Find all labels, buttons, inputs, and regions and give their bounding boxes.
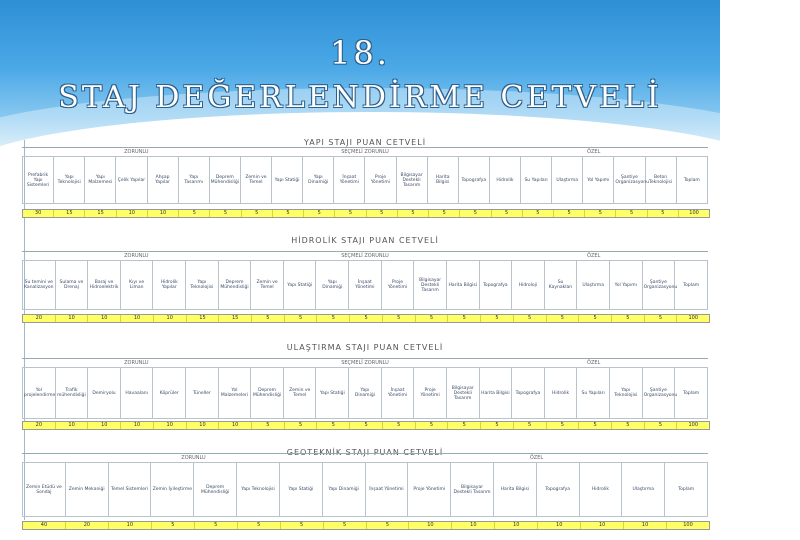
score-value: 100 xyxy=(666,522,709,529)
column-header: Yapı Teknolojisi xyxy=(609,368,642,419)
column-header: Temel Sistemleri xyxy=(108,463,151,517)
score-values-row xyxy=(22,421,710,430)
score-value: 5 xyxy=(644,315,677,322)
score-value: 5 xyxy=(251,422,284,429)
column-header: Yapı Dinamiği xyxy=(303,157,334,204)
score-value: 5 xyxy=(366,210,397,217)
category-label: ÖZEL xyxy=(587,149,601,155)
column-header: Topografya xyxy=(536,463,579,517)
score-value: 5 xyxy=(480,315,513,322)
score-value: 5 xyxy=(513,422,546,429)
score-value: 10 xyxy=(494,522,537,529)
score-value: 5 xyxy=(513,315,546,322)
column-header: Ahşap Yapılar xyxy=(147,157,178,204)
score-value: 5 xyxy=(241,210,272,217)
section-title: HİDROLİK STAJI PUAN CETVELİ xyxy=(291,236,439,245)
score-value: 5 xyxy=(447,315,480,322)
score-value: 5 xyxy=(151,522,194,529)
score-value: 5 xyxy=(397,210,428,217)
score-value: 10 xyxy=(55,422,88,429)
slide-title: STAJ DEĞERLENDİRME CETVELİ xyxy=(58,80,662,115)
column-header: Yapı Malzemesi xyxy=(85,157,116,204)
score-value: 15 xyxy=(218,315,251,322)
score-value: 20 xyxy=(35,315,43,321)
column-header: Hidrolik xyxy=(579,463,622,517)
column-header: Proje Yönetimi xyxy=(408,463,451,517)
score-value: 5 xyxy=(194,522,237,529)
score-value: 5 xyxy=(491,210,522,217)
slide-number: 18. xyxy=(330,34,390,72)
score-value: 5 xyxy=(323,522,366,529)
column-header: Proje Yönetimi xyxy=(381,261,414,310)
column-header: Zemin ve Temel xyxy=(283,368,316,419)
column-header: Su Kaynakları xyxy=(544,261,577,310)
score-value: 10 xyxy=(580,522,623,529)
score-value: 5 xyxy=(615,210,646,217)
score-value: 5 xyxy=(647,210,678,217)
score-value: 100 xyxy=(678,210,709,217)
column-header: Harita Bilgisi xyxy=(427,157,458,204)
column-header: Bilgisayar Destekli Tasarım xyxy=(451,463,494,517)
column-header: Sulama ve Drenaj xyxy=(55,261,88,310)
column-header: İnşaat Yönetimi xyxy=(349,261,382,310)
column-header: Hidrolik xyxy=(489,157,520,204)
score-value: 15 xyxy=(53,210,84,217)
score-value: 5 xyxy=(459,210,490,217)
column-header: Bilgisayar Destekli Tasarım xyxy=(414,261,447,310)
column-header: Ulaştırma xyxy=(552,157,583,204)
column-header: Trafik mühendisliği xyxy=(55,368,88,419)
score-value: 5 xyxy=(578,315,611,322)
score-value: 5 xyxy=(334,210,365,217)
column-header: Havaalanı xyxy=(120,368,153,419)
column-header: Hidrolik xyxy=(544,368,577,419)
column-header: Yapı Statiği xyxy=(279,463,322,517)
category-label: ÖZEL xyxy=(587,360,601,366)
column-header: Hidroloji xyxy=(512,261,545,310)
column-header: Yapı Teknolojisi xyxy=(237,463,280,517)
score-value: 5 xyxy=(447,422,480,429)
category-label: ZORUNLU xyxy=(124,149,149,155)
column-header: Deprem Mühendisliği xyxy=(251,368,284,419)
column-header: Proje Yönetimi xyxy=(414,368,447,419)
score-value: 10 xyxy=(87,315,120,322)
score-value: 5 xyxy=(284,422,317,429)
category-label: ZORUNLU xyxy=(181,455,206,461)
column-header: İnşaat Yönetimi xyxy=(334,157,365,204)
title-header xyxy=(0,0,720,150)
score-value: 5 xyxy=(237,522,280,529)
score-value: 10 xyxy=(218,422,251,429)
column-header: Topografya xyxy=(512,368,545,419)
column-header: Yapı Tasarımı xyxy=(178,157,209,204)
score-value: 10 xyxy=(451,522,494,529)
column-header: Yapı Statiği xyxy=(283,261,316,310)
score-value: 30 xyxy=(34,210,42,216)
column-header: Yol Yapımı xyxy=(583,157,614,204)
score-value: 10 xyxy=(408,522,451,529)
score-value: 100 xyxy=(676,315,709,322)
column-header: Bilgisayar Destekli Tasarım xyxy=(446,368,479,419)
column-header: Zemin Etüdü ve Sondaj xyxy=(23,463,66,517)
score-value: 5 xyxy=(480,422,513,429)
column-header: Harita Bilgisi xyxy=(493,463,536,517)
column-header: Yapı Statiği xyxy=(272,157,303,204)
category-label: ÖZEL xyxy=(529,455,544,461)
column-header: Prefabrik Yapı Sistemleri xyxy=(23,157,54,204)
column-header: Deprem Mühendisliği xyxy=(209,157,240,204)
score-value: 5 xyxy=(611,422,644,429)
column-header: Yapı Dinamiği xyxy=(316,261,349,310)
score-value: 10 xyxy=(55,315,88,322)
column-header: Deprem Mühendisliği xyxy=(194,463,237,517)
score-value: 5 xyxy=(209,210,240,217)
column-header: Zemin İyileştirme xyxy=(151,463,194,517)
column-header-row xyxy=(22,462,708,517)
column-header: Yapı Dinamiği xyxy=(349,368,382,419)
column-header: Deprem Mühendisliği xyxy=(218,261,251,310)
score-value: 5 xyxy=(280,522,323,529)
score-value: 5 xyxy=(584,210,615,217)
column-header: Ulaştırma xyxy=(622,463,665,517)
score-value: 5 xyxy=(428,210,459,217)
column-header: Şantiye Organizasyonu xyxy=(642,261,675,310)
section-title: ULAŞTIRMA STAJI PUAN CETVELİ xyxy=(286,343,444,352)
column-header: Yol Yapımı xyxy=(609,261,642,310)
score-value: 5 xyxy=(349,422,382,429)
score-values-row xyxy=(22,314,710,323)
column-header-row xyxy=(22,260,708,310)
score-value: 5 xyxy=(644,422,677,429)
column-header: Yapı Dinamiği xyxy=(322,463,365,517)
score-value: 10 xyxy=(186,422,219,429)
column-header: Köprüler xyxy=(153,368,186,419)
category-label: ÖZEL xyxy=(587,253,601,259)
score-value: 20 xyxy=(65,522,108,529)
column-header: Toplam xyxy=(665,463,708,517)
score-value: 5 xyxy=(316,422,349,429)
column-header: Topografya xyxy=(479,261,512,310)
column-header: Ulaştırma xyxy=(577,261,610,310)
column-header: Yapı Statiği xyxy=(316,368,349,419)
score-value: 5 xyxy=(382,422,415,429)
score-values-row xyxy=(22,521,710,530)
column-header: Toplam xyxy=(675,368,708,419)
column-header: Harita Bilgisi xyxy=(479,368,512,419)
score-values-row xyxy=(22,209,710,218)
column-header: Yol projelendirme xyxy=(23,368,56,419)
score-value: 5 xyxy=(366,522,409,529)
score-value: 10 xyxy=(153,315,186,322)
column-header: Şantiye Organizasyonu xyxy=(614,157,645,204)
column-header: Proje Yönetimi xyxy=(365,157,396,204)
column-header: Su Yapıları xyxy=(577,368,610,419)
column-header: Harita Bilgisi xyxy=(446,261,479,310)
column-header: Zemin Mekaniği xyxy=(65,463,108,517)
score-value: 5 xyxy=(382,315,415,322)
score-value: 5 xyxy=(272,210,303,217)
score-value: 10 xyxy=(87,422,120,429)
score-value: 5 xyxy=(316,315,349,322)
score-value: 100 xyxy=(676,422,709,429)
column-header: Zemin ve Temel xyxy=(251,261,284,310)
column-header: Hidrolik Yapılar xyxy=(153,261,186,310)
score-value: 15 xyxy=(84,210,115,217)
score-value: 10 xyxy=(116,210,147,217)
column-header: Yapı Teknolojisi xyxy=(54,157,85,204)
category-label: SEÇMELİ ZORUNLU xyxy=(341,360,389,366)
column-header: Bilgisayar Destekli Tasarım xyxy=(396,157,427,204)
score-value: 10 xyxy=(120,315,153,322)
column-header: Yapı Teknolojisi xyxy=(186,261,219,310)
section-title: YAPI STAJI PUAN CETVELİ xyxy=(303,138,427,147)
column-header: Su Yapıları xyxy=(521,157,552,204)
column-header: Yol Malzemeleri xyxy=(218,368,251,419)
score-value: 5 xyxy=(178,210,209,217)
column-header: Toplam xyxy=(675,261,708,310)
score-value: 10 xyxy=(537,522,580,529)
column-header: Topografya xyxy=(458,157,489,204)
score-value: 5 xyxy=(546,315,579,322)
score-value: 20 xyxy=(35,422,43,428)
column-header: Toplam xyxy=(676,157,707,204)
column-header: Baraj ve Hidroelektrik xyxy=(88,261,121,310)
column-header: Su temini ve Kanalizasyon xyxy=(23,261,56,310)
score-value: 10 xyxy=(108,522,151,529)
column-header: İnşaat Yönetimi xyxy=(365,463,408,517)
score-value: 5 xyxy=(611,315,644,322)
column-header: Beton Teknolojisi xyxy=(645,157,676,204)
score-value: 10 xyxy=(623,522,666,529)
category-label: SEÇMELİ ZORUNLU xyxy=(341,149,389,155)
column-header: Demiryolu xyxy=(88,368,121,419)
column-header: İnşaat Yönetimi xyxy=(381,368,414,419)
score-value: 5 xyxy=(578,422,611,429)
score-value: 5 xyxy=(553,210,584,217)
column-header: Tüneller xyxy=(186,368,219,419)
score-value: 5 xyxy=(284,315,317,322)
score-value: 10 xyxy=(147,210,178,217)
column-header: Zemin ve Temel xyxy=(240,157,271,204)
score-value: 5 xyxy=(415,422,448,429)
score-value: 5 xyxy=(522,210,553,217)
category-label: ZORUNLU xyxy=(124,253,149,259)
score-value: 10 xyxy=(120,422,153,429)
score-value: 15 xyxy=(186,315,219,322)
score-value: 5 xyxy=(303,210,334,217)
column-header-row xyxy=(22,367,708,419)
score-value: 5 xyxy=(251,315,284,322)
score-value: 5 xyxy=(415,315,448,322)
score-value: 5 xyxy=(546,422,579,429)
column-header-row xyxy=(22,156,708,204)
column-header: Çelik Yapılar xyxy=(116,157,147,204)
category-label: ZORUNLU xyxy=(124,360,149,366)
column-header: Kıyı ve Liman xyxy=(120,261,153,310)
category-label: SEÇMELİ ZORUNLU xyxy=(341,253,389,259)
score-value: 10 xyxy=(153,422,186,429)
section-title: GEOTEKNİK STAJI PUAN CETVELİ xyxy=(286,448,444,457)
score-value: 5 xyxy=(349,315,382,322)
score-value: 40 xyxy=(40,522,48,528)
column-header: Şantiye Organizasyonu xyxy=(642,368,675,419)
